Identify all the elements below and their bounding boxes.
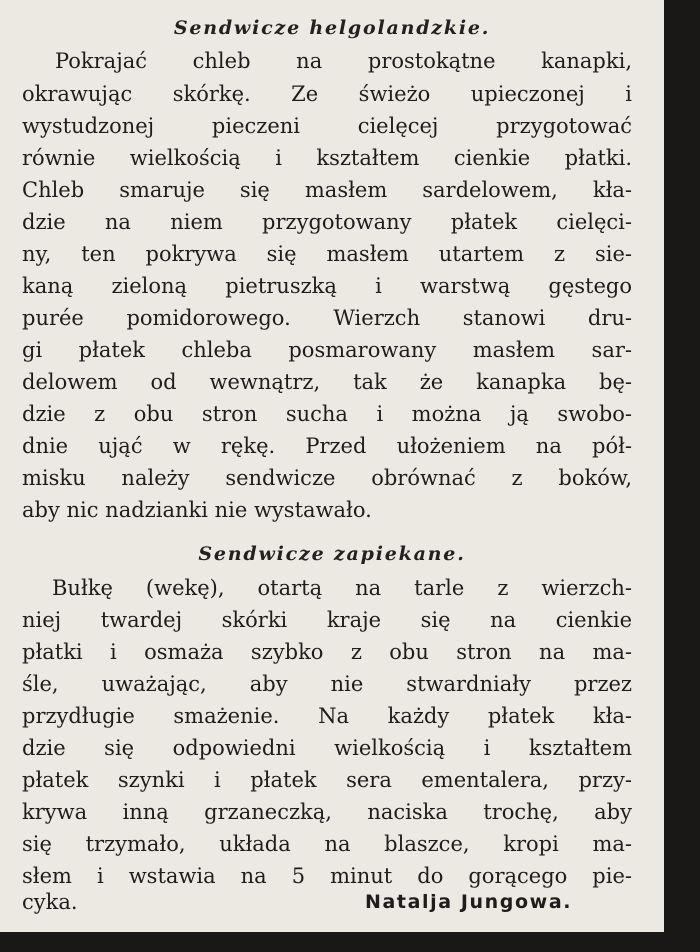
text-line: cyka.	[22, 890, 78, 914]
text-line: ny, ten pokrywa się masłem utartem z sie-	[22, 242, 632, 266]
bottom-edge-border	[0, 932, 700, 952]
text-line: Chleb smaruje się masłem sardelowem, kła-	[22, 178, 632, 202]
text-line: równie wielkością i kształtem cienkie płatki.	[22, 146, 632, 170]
text-line: dzie się odpowiedni wielkością i kształtem	[22, 736, 632, 760]
text-line: Pokrajać chleb na prostokątne kanapki,	[55, 49, 632, 73]
text-line: dnie ująć w rękę. Przed ułożeniem na pół-	[22, 434, 632, 458]
text-line: się trzymało, układa na blaszce, kropi ma-	[22, 832, 632, 856]
text-line: przydługie smażenie. Na każdy płatek kła-	[22, 704, 632, 728]
text-line: gi płatek chleba posmarowany masłem sar-	[22, 338, 632, 362]
text-line: aby nic nadzianki nie wystawało.	[22, 498, 372, 522]
text-line: dzie z obu stron sucha i można ją swobo-	[22, 402, 632, 426]
text-line: krywa inną grzaneczką, naciska trochę, aby	[22, 800, 632, 824]
right-edge-border	[664, 0, 700, 952]
section-title-helgolandzkie: Sendwicze helgolandzkie.	[173, 17, 491, 39]
closing-row	[22, 886, 632, 918]
text-line: wystudzonej pieczeni cielęcej przygotować	[22, 114, 632, 138]
text-line: śle, uważając, aby nie stwardniały przez	[22, 672, 632, 696]
text-line: Bułkę (wekę), otartą na tarle z wierzch-	[52, 576, 632, 600]
text-line: słem i wstawia na 5 minut do gorącego pie-	[22, 864, 632, 888]
text-line: misku należy sendwicze obrównać z boków,	[22, 466, 632, 490]
text-line: płatki i osmaża szybko z obu stron na ma-	[22, 640, 632, 664]
author-signature: Natalja Jungowa.	[365, 891, 573, 913]
text-line: kaną zieloną pietruszką i warstwą gęstego	[22, 274, 632, 298]
text-line: niej twardej skórki kraje się na cienkie	[22, 608, 632, 632]
text-line: purée pomidorowego. Wierzch stanowi dru-	[22, 306, 632, 330]
section-title-zapiekane: Sendwicze zapiekane.	[198, 543, 466, 565]
text-line: dzie na niem przygotowany płatek cielęci-	[22, 210, 632, 234]
text-line: płatek szynki i płatek sera ementalera, przy-	[22, 768, 632, 792]
text-line: okrawując skórkę. Ze świeżo upieczonej i	[22, 82, 632, 106]
text-line: delowem od wewnątrz, tak że kanapka bę-	[22, 370, 632, 394]
